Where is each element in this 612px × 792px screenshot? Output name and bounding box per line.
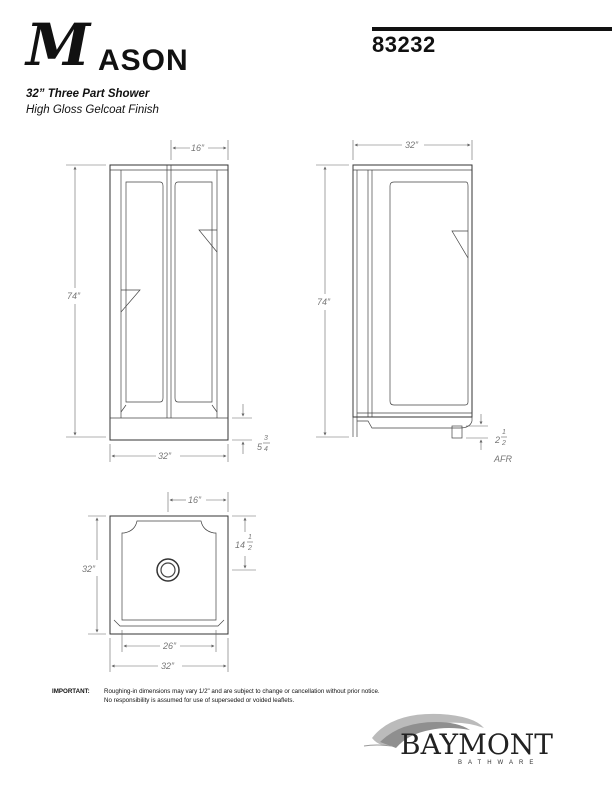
front-right-shelf xyxy=(199,230,217,252)
top-dim-drain-depth-den: 2 xyxy=(248,545,252,552)
front-view xyxy=(66,140,270,462)
front-dim-base-den: 4 xyxy=(264,446,268,453)
model-number: 83232 xyxy=(372,32,436,57)
front-left-shelf xyxy=(121,290,140,312)
top-view xyxy=(82,492,256,672)
side-panel xyxy=(390,182,468,405)
top-dim-width: 32” xyxy=(161,661,175,671)
mason-logo-text: ASON xyxy=(98,44,189,77)
front-dim-height: 74” xyxy=(67,291,81,301)
notice-line-2: No responsibility is assumed for use of superseded or voided leaflets. xyxy=(104,697,295,704)
mason-logo-initial: M xyxy=(26,11,87,79)
top-dim-depth: 32” xyxy=(82,564,96,574)
product-title: 32” Three Part Shower xyxy=(26,88,150,100)
drain-outer-ring xyxy=(157,559,179,581)
front-left-panel xyxy=(126,182,163,402)
side-dim-drain-num: 1 xyxy=(502,429,506,436)
front-right-panel xyxy=(175,182,212,402)
product-finish: High Gloss Gelcoat Finish xyxy=(26,104,159,116)
notice-line-1: Roughing-in dimensions may vary 1/2" and are subject to change or cancellation without prior notice. xyxy=(104,688,380,695)
front-dim-base-whole: 5 xyxy=(257,442,263,452)
notice-label: IMPORTANT: xyxy=(52,688,90,695)
top-threshold xyxy=(114,620,224,626)
top-dim-inner-width: 26” xyxy=(163,641,177,651)
side-dim-depth: 32” xyxy=(405,140,419,150)
baymont-subtitle: BATHWARE xyxy=(458,760,540,766)
top-dim-drain-offset: 16” xyxy=(188,495,202,505)
top-dim-drain-depth-num: 1 xyxy=(248,534,252,541)
drain-inner-ring xyxy=(161,563,175,577)
side-dim-drain-den: 2 xyxy=(502,440,506,447)
top-inner-pan xyxy=(122,521,216,620)
side-dim-height: 74” xyxy=(317,297,331,307)
side-dim-drain-whole: 2 xyxy=(495,435,501,445)
front-dim-width: 32” xyxy=(158,451,172,461)
front-outer-frame xyxy=(110,165,228,440)
important-notice xyxy=(52,687,452,705)
front-dim-base-num: 3 xyxy=(264,435,268,442)
top-outer-frame xyxy=(110,516,228,634)
side-outer-frame xyxy=(353,165,472,417)
side-shelf xyxy=(452,231,468,258)
baymont-logo xyxy=(360,716,560,776)
side-dim-drain-ref: AFR xyxy=(494,454,512,464)
front-dim-half-width: 16” xyxy=(191,143,205,153)
front-corner-marks xyxy=(121,405,217,412)
side-view xyxy=(316,140,513,464)
baymont-name: BAYMONT xyxy=(400,728,553,761)
top-dim-drain-depth-whole: 14 xyxy=(235,540,246,550)
